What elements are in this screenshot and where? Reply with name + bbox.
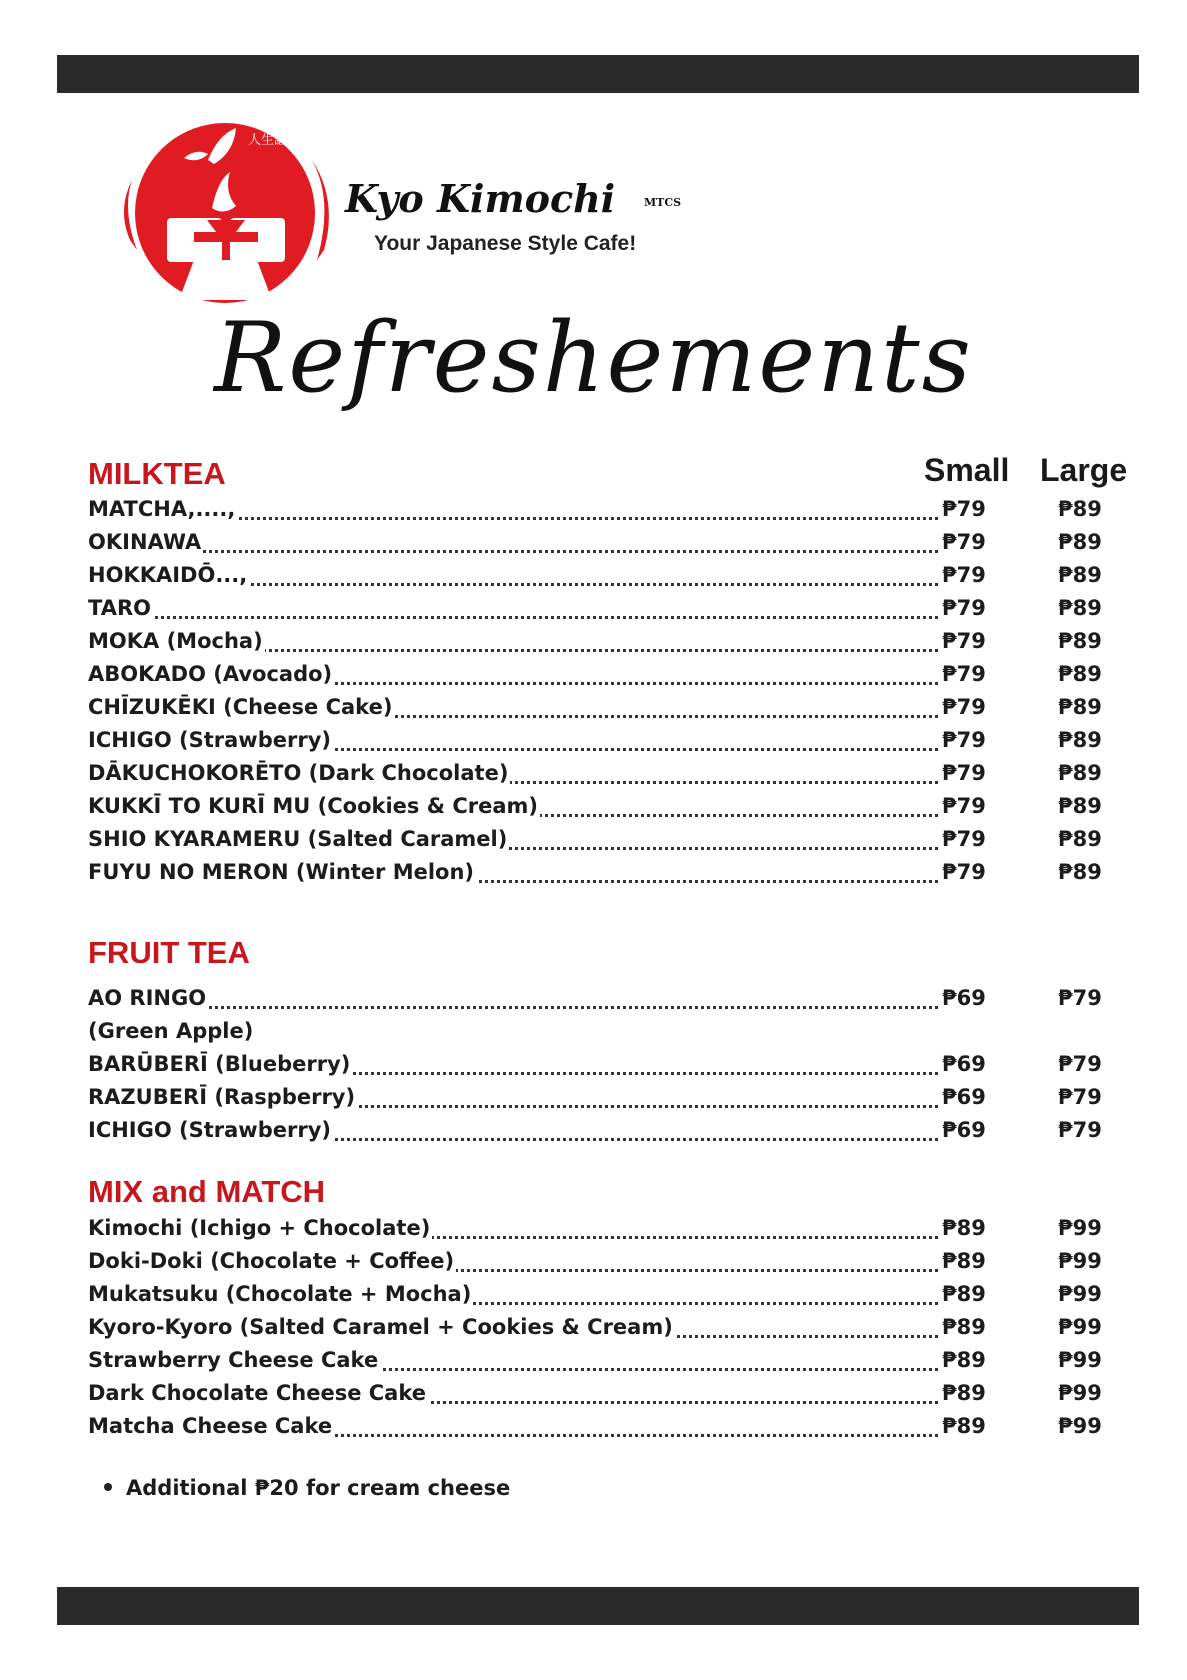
- menu-item: [88, 695, 1108, 727]
- price-small: ₱79: [942, 728, 986, 752]
- item-name: Doki-Doki (Chocolate + Coffee): [88, 1249, 455, 1273]
- price-small: ₱69: [942, 1118, 986, 1142]
- item-name: Kyoro-Kyoro (Salted Caramel + Cookies & Cream): [88, 1315, 673, 1339]
- item-name: DĀKUCHOKORĒTO (Dark Chocolate): [88, 761, 509, 785]
- price-small: ₱89: [942, 1315, 986, 1339]
- item-name: Kimochi (Ichigo + Chocolate): [88, 1216, 431, 1240]
- menu-item: [88, 1348, 1108, 1380]
- price-small: ₱89: [942, 1348, 986, 1372]
- bottom-banner-bar: [57, 1587, 1139, 1625]
- item-name: RAZUBERĪ (Raspberry): [88, 1085, 356, 1109]
- menu-item: [88, 497, 1108, 529]
- item-name: OKINAWA: [88, 530, 202, 554]
- logo-text: 人生謳歌: [248, 133, 301, 148]
- price-large: ₱89: [1058, 563, 1102, 587]
- kyo-kimochi-logo: [112, 120, 338, 306]
- price-large: ₱89: [1058, 860, 1102, 884]
- dot-leader: [88, 616, 938, 619]
- price-large: ₱99: [1058, 1282, 1102, 1306]
- item-name: MATCHA,....,: [88, 497, 236, 521]
- menu-item: [88, 794, 1108, 826]
- column-header-small: Small: [924, 452, 1010, 488]
- price-large: ₱99: [1058, 1216, 1102, 1240]
- menu-item: [88, 530, 1108, 562]
- price-large: ₱89: [1058, 728, 1102, 752]
- item-name: ABOKADO (Avocado): [88, 662, 333, 686]
- price-large: ₱89: [1058, 827, 1102, 851]
- price-large: ₱99: [1058, 1348, 1102, 1372]
- item-name: KUKKĪ TO KURĪ MU (Cookies & Cream): [88, 794, 538, 818]
- price-small: ₱79: [942, 530, 986, 554]
- menu-item: [88, 827, 1108, 859]
- price-large: ₱79: [1058, 1085, 1102, 1109]
- price-small: ₱69: [942, 1085, 986, 1109]
- price-large: ₱89: [1058, 761, 1102, 785]
- menu-item: [88, 1249, 1108, 1281]
- menu-item: [88, 629, 1108, 661]
- item-name: Mukatsuku (Chocolate + Mocha): [88, 1282, 472, 1306]
- page-title: Refreshements: [214, 302, 973, 414]
- section-title-fruit-tea: FRUIT TEA: [88, 935, 250, 970]
- price-large: ₱89: [1058, 596, 1102, 620]
- item-name: SHIO KYARAMERU (Salted Caramel): [88, 827, 508, 851]
- price-large: ₱99: [1058, 1249, 1102, 1273]
- item-name: MOKA (Mocha): [88, 629, 263, 653]
- dot-leader: [88, 1006, 938, 1009]
- price-large: ₱89: [1058, 662, 1102, 686]
- item-name: AO RINGO: [88, 986, 207, 1010]
- menu-item: [88, 1381, 1108, 1413]
- menu-item: [88, 728, 1108, 760]
- tagline: Your Japanese Style Cafe!: [374, 232, 637, 255]
- menu-item: [88, 1282, 1108, 1314]
- price-large: ₱99: [1058, 1414, 1102, 1438]
- price-large: ₱89: [1058, 497, 1102, 521]
- price-small: ₱69: [942, 986, 986, 1010]
- price-small: ₱89: [942, 1381, 986, 1405]
- price-small: ₱79: [942, 695, 986, 719]
- price-small: ₱79: [942, 794, 986, 818]
- price-large: ₱99: [1058, 1381, 1102, 1405]
- cream-cheese-note: [104, 1476, 510, 1500]
- price-small: ₱89: [942, 1282, 986, 1306]
- menu-item: [88, 596, 1108, 628]
- menu-item: [88, 1118, 1108, 1150]
- price-small: ₱89: [942, 1216, 986, 1240]
- price-small: ₱79: [942, 761, 986, 785]
- section-title-mix-match: MIX and MATCH: [88, 1174, 326, 1209]
- menu-item: [88, 860, 1108, 892]
- menu-item: [88, 1414, 1108, 1446]
- price-small: ₱79: [942, 629, 986, 653]
- menu-item: [88, 1315, 1108, 1347]
- price-large: ₱79: [1058, 986, 1102, 1010]
- dot-leader: [88, 550, 938, 553]
- price-small: ₱79: [942, 860, 986, 884]
- price-small: ₱79: [942, 596, 986, 620]
- bullet-icon: [104, 1483, 112, 1491]
- column-header-large: Large: [1040, 452, 1128, 488]
- item-name: Dark Chocolate Cheese Cake: [88, 1381, 426, 1405]
- price-large: ₱79: [1058, 1118, 1102, 1142]
- price-small: ₱89: [942, 1414, 986, 1438]
- item-name: BARŪBERĪ (Blueberry): [88, 1052, 351, 1076]
- item-name: FUYU NO MERON (Winter Melon): [88, 860, 475, 884]
- item-subline: (Green Apple): [88, 1019, 254, 1043]
- menu-item: [88, 563, 1108, 595]
- menu-item: [88, 1052, 1108, 1084]
- item-name: Matcha Cheese Cake: [88, 1414, 333, 1438]
- price-small: ₱79: [942, 563, 986, 587]
- item-name: Strawberry Cheese Cake: [88, 1348, 379, 1372]
- menu-item: [88, 662, 1108, 694]
- top-banner-bar: [57, 55, 1139, 93]
- price-small: ₱79: [942, 662, 986, 686]
- menu-item: [88, 761, 1108, 793]
- menu-item: [88, 1085, 1108, 1117]
- price-large: ₱79: [1058, 1052, 1102, 1076]
- menu-item: [88, 986, 1108, 1018]
- item-name: TARO: [88, 596, 151, 620]
- menu-item: [88, 1216, 1108, 1248]
- price-large: ₱99: [1058, 1315, 1102, 1339]
- price-large: ₱89: [1058, 794, 1102, 818]
- section-title-milktea: MILKTEA: [88, 456, 226, 491]
- item-name: HOKKAIDŌ...,: [88, 563, 248, 587]
- brand-name: Kyo Kimochi: [345, 176, 616, 221]
- price-small: ₱79: [942, 827, 986, 851]
- price-small: ₱89: [942, 1249, 986, 1273]
- price-large: ₱89: [1058, 629, 1102, 653]
- note-text: Additional ₱20 for cream cheese: [126, 1476, 511, 1500]
- price-small: ₱69: [942, 1052, 986, 1076]
- item-name: ICHIGO (Strawberry): [88, 1118, 331, 1142]
- item-name: CHĪZUKĒKI (Cheese Cake): [88, 695, 393, 719]
- brand-suffix: MTCS: [644, 196, 682, 209]
- item-name: ICHIGO (Strawberry): [88, 728, 331, 752]
- price-large: ₱89: [1058, 695, 1102, 719]
- price-small: ₱79: [942, 497, 986, 521]
- price-large: ₱89: [1058, 530, 1102, 554]
